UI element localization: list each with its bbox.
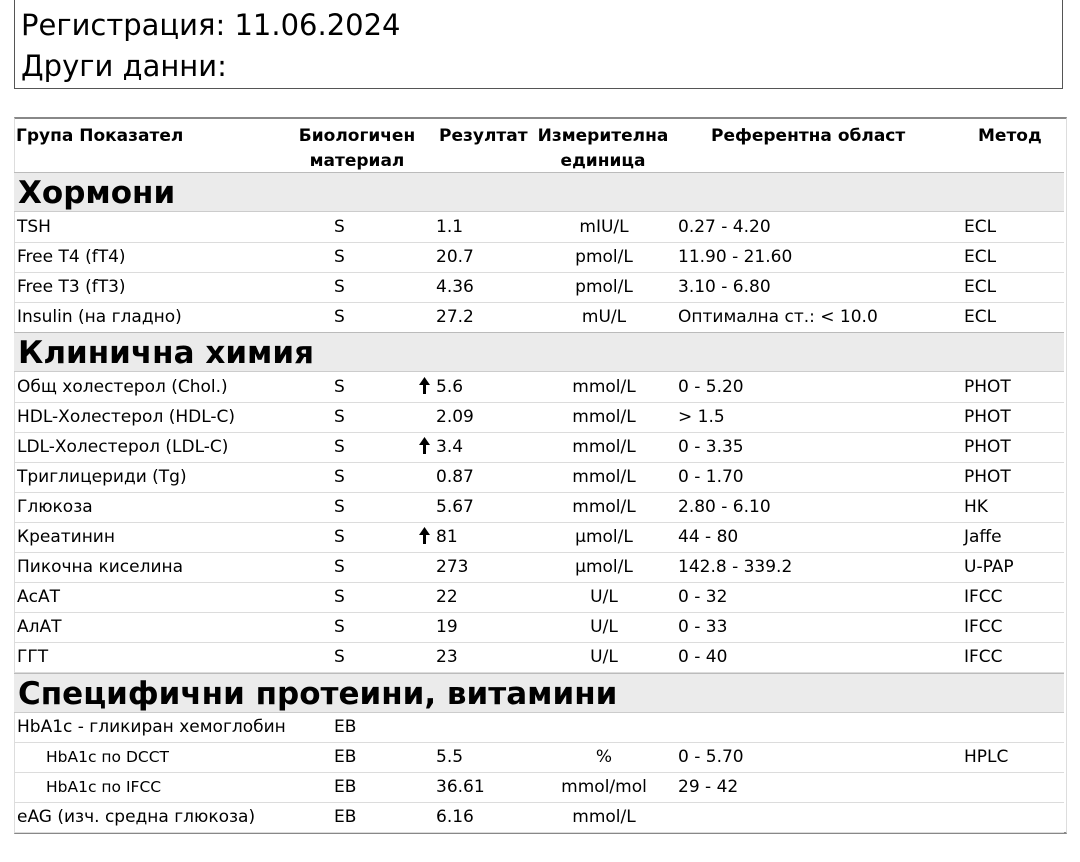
- table-row: [14, 553, 1064, 583]
- result-value: 6.16: [436, 807, 474, 827]
- test-name: eAG (изч. средна глюкоза): [17, 807, 256, 827]
- unit: mmol/L: [572, 437, 636, 457]
- table-row: [14, 373, 1064, 403]
- material: S: [334, 437, 345, 457]
- col-reference: Референтна област: [711, 126, 906, 146]
- result-value: 5.67: [436, 497, 474, 517]
- result-value: 36.61: [436, 777, 485, 797]
- reference-range: 29 - 42: [678, 777, 739, 797]
- unit: %: [595, 747, 613, 767]
- table-row: [14, 613, 1064, 643]
- test-name: HbA1c - гликиран хемоглобин: [17, 717, 286, 737]
- unit: mU/L: [581, 307, 627, 327]
- table-row: [14, 713, 1064, 743]
- reference-range: 0 - 5.20: [678, 377, 744, 397]
- method: HK: [964, 497, 988, 517]
- up-arrow-icon: [414, 523, 434, 552]
- material: S: [334, 647, 345, 667]
- other-data-label: Други данни:: [21, 49, 227, 83]
- unit: µmol/L: [575, 527, 633, 547]
- test-name: ГГТ: [17, 647, 49, 667]
- test-name: LDL-Холестерол (LDL-C): [17, 437, 229, 457]
- test-name: Free T4 (fT4): [17, 247, 126, 267]
- reference-range: 142.8 - 339.2: [678, 557, 793, 577]
- col-result: Резултат: [439, 126, 528, 146]
- unit: mmol/L: [572, 467, 636, 487]
- method: HPLC: [964, 747, 1009, 767]
- unit: pmol/L: [575, 277, 633, 297]
- unit: pmol/L: [575, 247, 633, 267]
- col-unit: Измерителна единица: [537, 126, 669, 171]
- reference-range: 0 - 32: [678, 587, 728, 607]
- reference-range: Оптимална ст.: < 10.0: [678, 307, 878, 327]
- reference-range: 0 - 33: [678, 617, 728, 637]
- table-row: [14, 643, 1064, 673]
- reference-range: > 1.5: [678, 407, 725, 427]
- test-name: HbA1c по DCCT: [46, 748, 170, 766]
- method: IFCC: [964, 647, 1003, 667]
- unit: mmol/mol: [561, 777, 647, 797]
- material: S: [334, 557, 345, 577]
- section-title: Хормони: [18, 175, 176, 211]
- unit: U/L: [590, 587, 618, 607]
- col-material: Биологичен материал: [298, 126, 416, 171]
- result-value: 27.2: [436, 307, 474, 327]
- reference-range: 0 - 40: [678, 647, 728, 667]
- test-name: Триглицериди (Tg): [17, 467, 187, 487]
- section-header: [14, 673, 1064, 713]
- reference-range: 44 - 80: [678, 527, 739, 547]
- table-row: [14, 463, 1064, 493]
- section-header: [14, 172, 1064, 212]
- test-name: TSH: [17, 217, 51, 237]
- reference-range: 0 - 1.70: [678, 467, 744, 487]
- col-method: Метод: [978, 126, 1042, 146]
- table-row: [14, 493, 1064, 523]
- reference-range: 2.80 - 6.10: [678, 497, 771, 517]
- patient-info-box: [14, 0, 1063, 89]
- up-arrow-icon: [414, 373, 434, 402]
- method: PHOT: [964, 437, 1011, 457]
- reference-range: 11.90 - 21.60: [678, 247, 793, 267]
- registration-date: Регистрация: 11.06.2024: [21, 8, 401, 42]
- result-value: 81: [436, 527, 458, 547]
- method: Jaffe: [964, 527, 1002, 547]
- result-value: 5.6: [436, 377, 464, 397]
- method: ECL: [964, 247, 997, 267]
- method: IFCC: [964, 587, 1003, 607]
- material: EB: [334, 807, 357, 827]
- unit: U/L: [590, 647, 618, 667]
- result-value: 22: [436, 587, 458, 607]
- table-row: [14, 243, 1064, 273]
- test-name: Общ холестерол (Chol.): [17, 377, 228, 397]
- result-value: 5.5: [436, 747, 464, 767]
- test-name: АлАТ: [17, 617, 62, 637]
- unit: U/L: [590, 617, 618, 637]
- test-name: Глюкоза: [17, 497, 93, 517]
- material: S: [334, 497, 345, 517]
- result-value: 3.4: [436, 437, 464, 457]
- test-name: Пикочна киселина: [17, 557, 184, 577]
- material: S: [334, 307, 345, 327]
- table-row: [14, 303, 1064, 333]
- material: S: [334, 407, 345, 427]
- table-row: [14, 743, 1064, 773]
- reference-range: 0.27 - 4.20: [678, 217, 771, 237]
- unit: mmol/L: [572, 497, 636, 517]
- section-header: [14, 332, 1064, 372]
- test-name: HDL-Холестерол (HDL-C): [17, 407, 236, 427]
- table-row: [14, 773, 1064, 803]
- result-value: 20.7: [436, 247, 474, 267]
- method: PHOT: [964, 377, 1011, 397]
- reference-range: 3.10 - 6.80: [678, 277, 771, 297]
- material: S: [334, 617, 345, 637]
- result-value: 0.87: [436, 467, 474, 487]
- table-row: [14, 403, 1064, 433]
- material: S: [334, 277, 345, 297]
- test-name: Креатинин: [17, 527, 115, 547]
- result-value: 4.36: [436, 277, 474, 297]
- result-value: 23: [436, 647, 458, 667]
- test-name: Insulin (на гладно): [17, 307, 182, 327]
- table-row: [14, 273, 1064, 303]
- result-value: 273: [436, 557, 469, 577]
- col-group: Група Показател: [16, 126, 184, 146]
- table-row: [14, 523, 1064, 553]
- method: ECL: [964, 277, 997, 297]
- material: S: [334, 467, 345, 487]
- unit: mIU/L: [579, 217, 629, 237]
- section-title: Клинична химия: [18, 335, 314, 371]
- material: S: [334, 527, 345, 547]
- result-value: 19: [436, 617, 458, 637]
- material: S: [334, 247, 345, 267]
- test-name: АсАТ: [17, 587, 60, 607]
- unit: mmol/L: [572, 407, 636, 427]
- up-arrow-icon: [414, 433, 434, 462]
- section-title: Специфични протеини, витамини: [18, 676, 618, 712]
- table-row: [14, 433, 1064, 463]
- table-row: [14, 803, 1064, 833]
- result-value: 1.1: [436, 217, 464, 237]
- test-name: Free T3 (fT3): [17, 277, 126, 297]
- material: S: [334, 587, 345, 607]
- method: U-PAP: [964, 557, 1014, 577]
- table-row: [14, 583, 1064, 613]
- material: S: [334, 217, 345, 237]
- material: S: [334, 377, 345, 397]
- unit: µmol/L: [575, 557, 633, 577]
- unit: mmol/L: [572, 807, 636, 827]
- material: EB: [334, 747, 357, 767]
- unit: mmol/L: [572, 377, 636, 397]
- reference-range: 0 - 5.70: [678, 747, 744, 767]
- table-row: [14, 213, 1064, 243]
- method: PHOT: [964, 467, 1011, 487]
- test-name: HbA1c по IFCC: [46, 778, 162, 796]
- method: ECL: [964, 217, 997, 237]
- method: ECL: [964, 307, 997, 327]
- material: EB: [334, 717, 357, 737]
- method: IFCC: [964, 617, 1003, 637]
- method: PHOT: [964, 407, 1011, 427]
- result-value: 2.09: [436, 407, 474, 427]
- material: EB: [334, 777, 357, 797]
- reference-range: 0 - 3.35: [678, 437, 744, 457]
